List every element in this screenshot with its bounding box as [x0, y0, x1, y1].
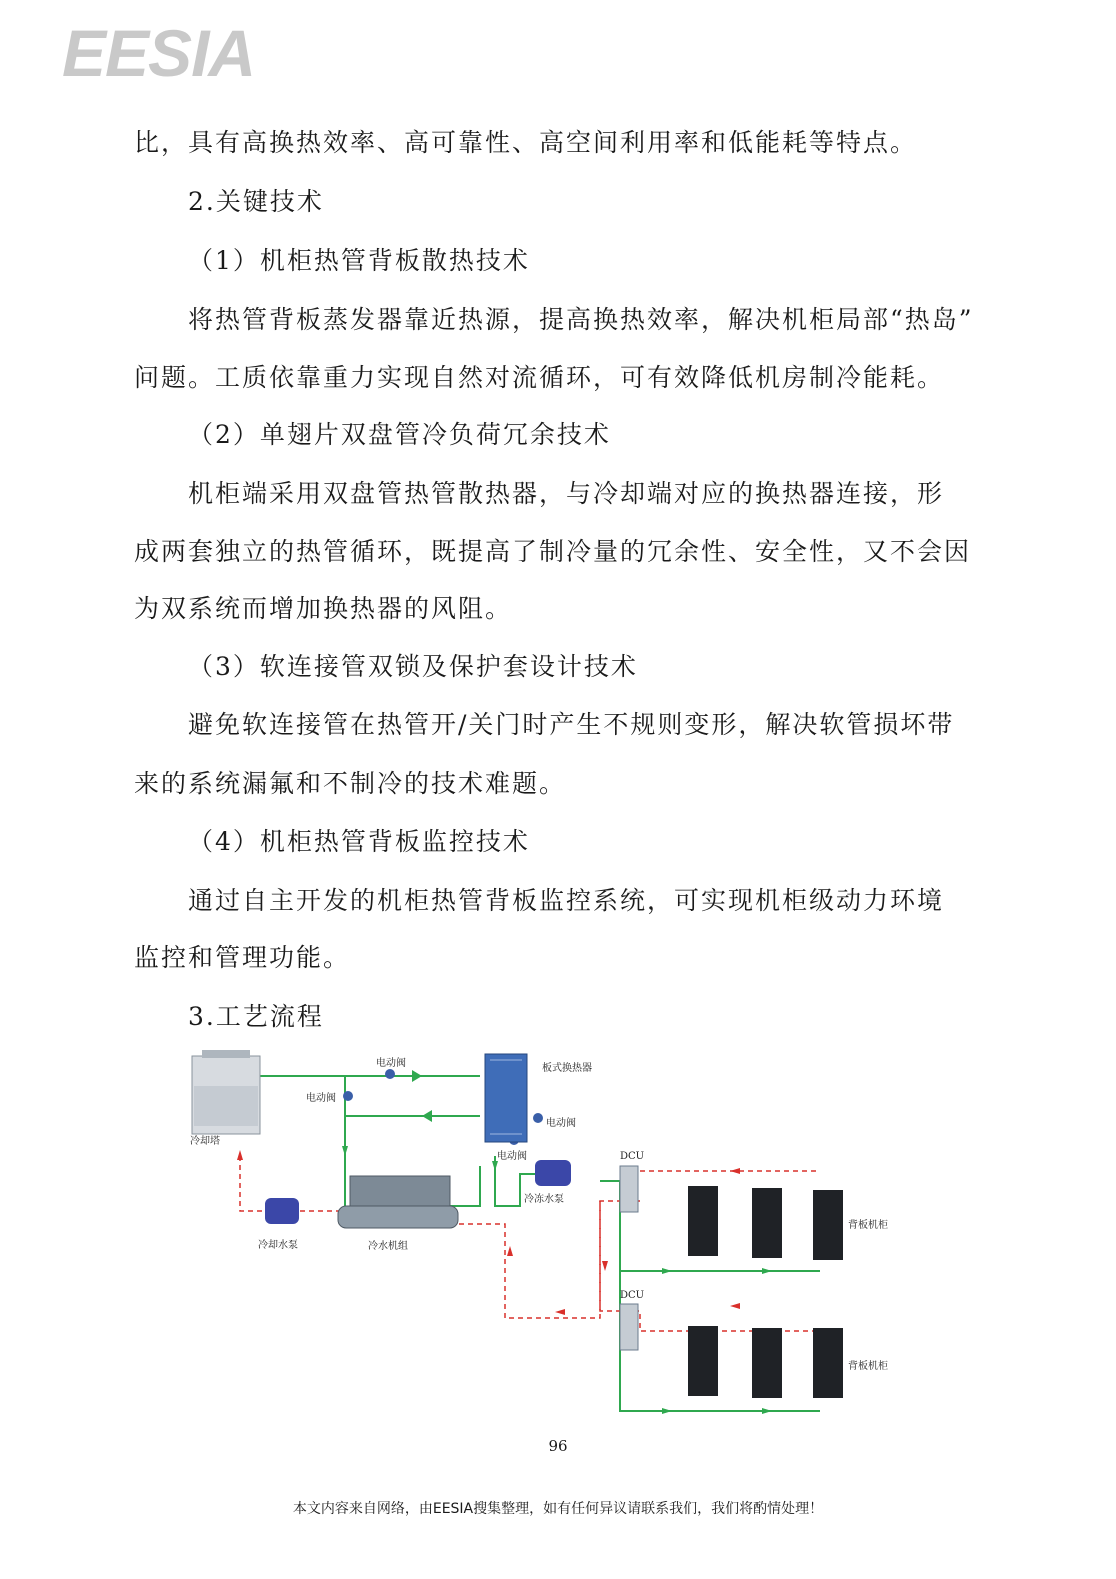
dcu-icon: [620, 1166, 638, 1212]
body-paragraph-line: 机柜端采用双盘管热管散热器，与冷却端对应的换热器连接，形: [188, 479, 945, 508]
plate-heat-exchanger-icon: [485, 1054, 527, 1142]
backplate-cabinet-label: 背板机柜: [848, 1220, 888, 1231]
footer-notice: 本文内容来自网络，由EESIA搜集整理，如有任何异议请联系我们，我们将酌情处理！: [292, 1501, 824, 1517]
body-paragraph-line: 来的系统漏氟和不制冷的技术难题。: [134, 769, 567, 798]
cooling-pump-label: 冷却水泵: [258, 1240, 298, 1251]
chilled-pump-icon: [535, 1160, 571, 1186]
electric-valve-icon: [343, 1091, 353, 1101]
electric-valve-label: 电动阀: [497, 1151, 527, 1162]
chilled-pump-label: 冷冻水泵: [524, 1194, 564, 1205]
dcu-icon: [620, 1304, 638, 1350]
chiller-icon: [338, 1176, 458, 1228]
server-cabinet-icon: [813, 1190, 843, 1260]
cooling-tower-label: 冷却塔: [190, 1136, 220, 1147]
plate-heat-exchanger-label: 板式换热器: [542, 1063, 592, 1074]
dcu-label: DCU: [620, 1151, 645, 1162]
electric-valve-label: 电动阀: [376, 1058, 406, 1069]
subheading-1: （1）机柜热管背板散热技术: [188, 246, 530, 275]
subheading-2: （2）单翅片双盘管冷负荷冗余技术: [188, 420, 611, 449]
body-paragraph-line: 比，具有高换热效率、高可靠性、高空间利用率和低能耗等特点。: [134, 128, 918, 157]
server-cabinet-icon: [813, 1328, 843, 1398]
server-cabinet-icon: [752, 1328, 782, 1398]
dcu-label: DCU: [620, 1290, 645, 1301]
electric-valve-label: 电动阀: [306, 1093, 336, 1104]
page-number: 96: [548, 1437, 568, 1455]
section-heading-key-tech: 2.关键技术: [188, 187, 324, 216]
body-paragraph-line: 将热管背板蒸发器靠近热源，提高换热效率，解决机柜局部“热岛”: [188, 305, 974, 334]
server-cabinet-icon: [688, 1186, 718, 1256]
body-paragraph-line: 问题。工质依靠重力实现自然对流循环，可有效降低机房制冷能耗。: [134, 363, 945, 392]
electric-valve-label: 电动阀: [546, 1118, 576, 1129]
electric-valve-icon: [385, 1069, 395, 1079]
process-flow-diagram: [180, 1046, 900, 1426]
electric-valve-icon: [533, 1113, 543, 1123]
body-paragraph-line: 成两套独立的热管循环，既提高了制冷量的冗余性、安全性，又不会因: [134, 537, 972, 566]
body-paragraph-line: 通过自主开发的机柜热管背板监控系统，可实现机柜级动力环境: [188, 886, 945, 915]
server-cabinet-icon: [752, 1188, 782, 1258]
cooling-tower-icon: [192, 1050, 260, 1134]
body-paragraph-line: 为双系统而增加换热器的风阻。: [134, 594, 513, 623]
subheading-4: （4）机柜热管背板监控技术: [188, 827, 530, 856]
eesia-logo: EESIA: [62, 16, 256, 90]
server-cabinet-icon: [688, 1326, 718, 1396]
body-paragraph-line: 避免软连接管在热管开/关门时产生不规则变形，解决软管损坏带: [188, 710, 955, 739]
chiller-label: 冷水机组: [368, 1241, 408, 1252]
body-paragraph-line: 监控和管理功能。: [134, 943, 351, 972]
subheading-3: （3）软连接管双锁及保护套设计技术: [188, 652, 638, 681]
section-heading-process: 3.工艺流程: [188, 1002, 324, 1031]
backplate-cabinet-label: 背板机柜: [848, 1361, 888, 1372]
cooling-pump-icon: [265, 1198, 299, 1224]
